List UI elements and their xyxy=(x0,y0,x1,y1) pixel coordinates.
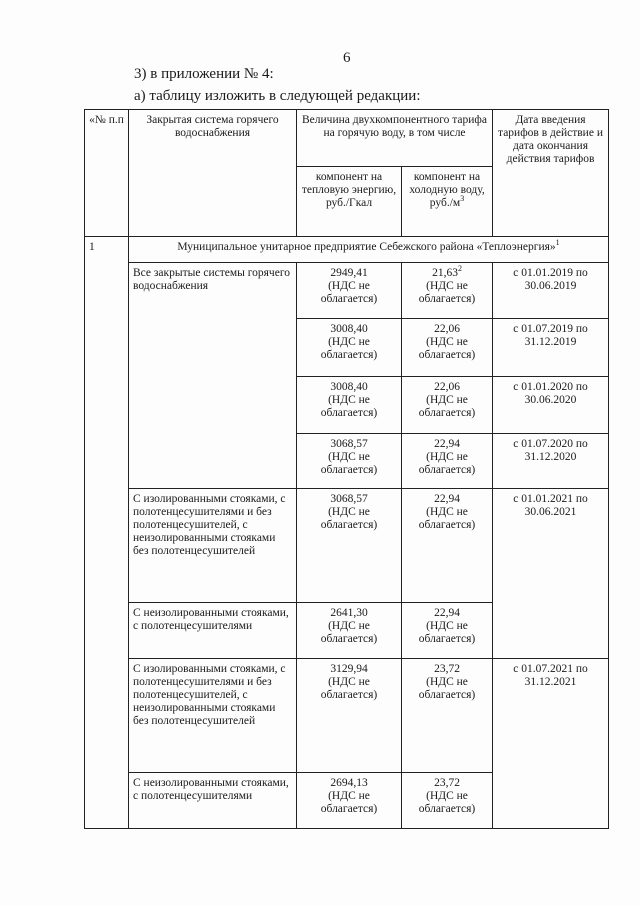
organization-name: Муниципальное унитарное предприятие Себежского района «Теплоэнергия»$^1$ xyxy=(129,237,609,263)
system-insulated: С изолированными стояками, с полотенцесушителями и без полотенцесушителей, с неизолированными стояками без полотенцесушителей xyxy=(129,489,297,603)
amendment-instruction: а) таблицу изложить в следующей редакции: xyxy=(134,88,421,104)
system-insulated: С изолированными стояками, с полотенцесушителями и без полотенцесушителей, с неизолированными стояками без полотенцесушителей xyxy=(129,659,297,773)
header-dates: Дата введения тарифов в действие и дата окончания действия тарифов xyxy=(493,110,609,237)
thermal-value: 2694,13 (НДС не облагается) xyxy=(297,773,402,829)
header-cold-water: компонент на холодную воду, $руб./м^3$ xyxy=(402,167,493,237)
date-range: с 01.07.2020 по 31.12.2020 xyxy=(493,434,609,489)
thermal-value: 3068,57 (НДС не облагается) xyxy=(297,434,402,489)
cold-value: 23,72 (НДС не облагается) xyxy=(402,773,493,829)
cold-value: 22,94 (НДС не облагается) xyxy=(402,489,493,603)
thermal-value: 3068,57 (НДС не облагается) xyxy=(297,489,402,603)
thermal-value: 3008,40 (НДС не облагается) xyxy=(297,377,402,434)
date-range: с 01.07.2019 по 31.12.2019 xyxy=(493,319,609,377)
cold-value: 22,06 (НДС не облагается) xyxy=(402,377,493,434)
thermal-value: 2949,41 (НДС не облагается) xyxy=(297,263,402,319)
cold-value: 23,72 (НДС не облагается) xyxy=(402,659,493,773)
tariff-table xyxy=(84,109,609,829)
header-tariff-group: Величина двухкомпонентного тарифа на горячую воду, в том числе xyxy=(297,110,493,167)
page-number: 6 xyxy=(343,50,351,66)
cold-value: 22,06 (НДС не облагается) xyxy=(402,319,493,377)
date-range: с 01.01.2020 по 30.06.2020 xyxy=(493,377,609,434)
thermal-value: 3008,40 (НДС не облагается) xyxy=(297,319,402,377)
header-system: Закрытая система горячего водоснабжения xyxy=(129,110,297,237)
amendment-point: 3) в приложении № 4: xyxy=(134,66,274,82)
cold-value: 22,94 (НДС не облагается) xyxy=(402,434,493,489)
date-range: с 01.07.2021 по 31.12.2021 xyxy=(493,659,609,829)
date-range: с 01.01.2021 по 30.06.2021 xyxy=(493,489,609,659)
system-all: Все закрытые системы горячего водоснабжения xyxy=(129,263,297,489)
header-thermal: компонент на тепловую энергию, руб./Гкал xyxy=(297,167,402,237)
date-range: с 01.01.2019 по 30.06.2019 xyxy=(493,263,609,319)
system-uninsulated: С неизолированными стояками, с полотенцесушителями xyxy=(129,603,297,659)
thermal-value: 2641,30 (НДС не облагается) xyxy=(297,603,402,659)
system-uninsulated: С неизолированными стояками, с полотенцесушителями xyxy=(129,773,297,829)
cold-value: 22,94 (НДС не облагается) xyxy=(402,603,493,659)
header-number: «№ п.п xyxy=(85,110,129,237)
cold-value: 21,63$^2$ (НДС не облагается) xyxy=(402,263,493,319)
thermal-value: 3129,94 (НДС не облагается) xyxy=(297,659,402,773)
row-number: 1 xyxy=(85,237,129,829)
